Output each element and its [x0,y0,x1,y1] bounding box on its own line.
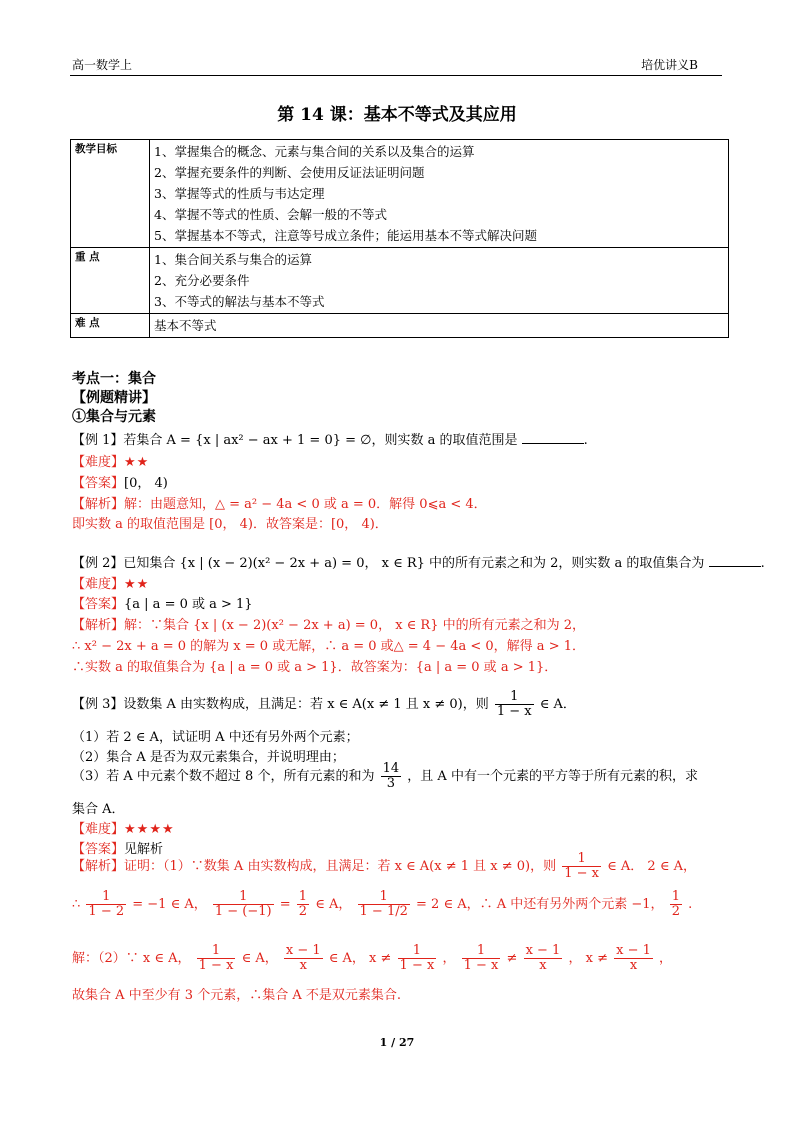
row-content-key-points [150,248,729,314]
ex3-question-text: 【例 3】设数集 A 由实数构成，且满足：若 x ∈ A(x ≠ 1 且 x ≠ 0)，则 [72,697,489,712]
fraction-denominator: x [629,958,638,973]
goal-item: 5、掌握基本不等式，注意等号成立条件；能运用基本不等式解决问题 [154,228,537,243]
ex2-answer-blank [709,555,761,567]
fraction-g5-result: ， x ≠ [568,951,608,966]
ex3-question [72,690,576,719]
fraction-numerator: 14 [382,761,400,776]
fraction-g1 [197,944,236,973]
ex1-answer [72,472,168,491]
section-title: 考点一：集合 [72,371,156,387]
key-point-item: 1、集合间关系与集合的运算 [154,252,312,267]
page-number: 1 / 27 [379,1036,415,1049]
fraction-denominator: 3 [386,776,396,791]
fraction-numerator: x − 1 [616,943,651,958]
ex3-solution-line1 [72,852,696,881]
fraction-denominator: 1 − 1/2 [359,904,408,919]
header-divider [70,75,722,76]
ex2-answer-label: 【答案】 [72,597,125,612]
row-content-difficulty [150,314,729,338]
lesson-title: 第 14 课：基本不等式及其应用 [277,105,517,125]
fraction-numerator: 1 [213,890,274,905]
ex3-solution-text-end: ∈ A． 2 ∈ A， [607,859,696,874]
ex2-solution-label: 【解析】 [72,618,125,633]
fraction-half-2 [670,890,682,919]
ex3-difficulty [72,818,175,837]
fraction-g4 [462,944,501,973]
fraction-3-result: = 2 ∈ A，∴ A 中还有另外两个元素 −1， [416,897,664,912]
fraction-denominator: x [299,958,307,973]
fraction-numerator: 1 [197,944,236,959]
ex3-part3-fraction [381,762,402,791]
fraction-g1-result: ∈ A， [241,951,278,966]
objectives-row-key-points [71,248,729,314]
topic-title: ①集合与元素 [72,409,156,425]
ex2-solution-line3: ∴实数 a 的取值集合为 {a | a = 0 或 a > 1}．故答案为：{a | a = 0 或 a > 1}． [72,660,558,675]
fraction-numerator: x − 1 [525,943,561,958]
fraction-2-equals: = [279,897,295,912]
ex2-difficulty-stars: ★★ [124,577,150,592]
ex3-part3-text-b: ，且 A 中有一个元素的平方等于所有元素的积，求 [407,769,698,784]
ex1-difficulty-label: 【难度】 [72,455,125,470]
ex3-answer-label: 【答案】 [72,842,125,857]
header-course: 高一数学上 [72,58,133,72]
objectives-row-goals [71,140,729,248]
fraction-denominator: 1 − x [399,958,435,973]
ex3-difficulty-label: 【难度】 [72,822,125,837]
ex1-answer-label: 【答案】 [72,476,125,491]
header-handout: 培优讲义B [641,58,698,72]
goal-item: 4、掌握不等式的性质、会解一般的不等式 [154,207,387,222]
row-label-goals: 教学目标 [71,140,150,248]
fraction-denominator: 2 [671,904,680,919]
ex3-difficulty-stars: ★★★★ [124,822,175,837]
ex1-answer-blank [522,432,584,444]
goal-item: 1、掌握集合的概念、元素与集合间的关系以及集合的运算 [154,144,475,159]
fraction-denominator: 1 − 2 [88,904,125,919]
objectives-table [70,139,729,338]
ex2-solution-line1 [72,614,585,633]
ex2-question-end: . [760,556,765,571]
ex1-answer-value: [0， 4) [124,476,168,491]
ex3-part1: （1）若 2 ∈ A，试证明 A 中还有另外两个元素； [72,730,359,745]
ex3-solution-text: 证明：（1）∵数集 A 由实数构成，且满足：若 x ∈ A(x ≠ 1 且 x ≠ 0)，则 [124,859,557,874]
section-subtitle: 【例题精讲】 [72,390,156,406]
ex2-solution-line2: ∴ x² − 2x + a = 0 的解为 x = 0 或无解，∴ a = 0 或△ = 4 − 4a < 0，解得 a > 1． [72,639,585,654]
fraction-numerator: 1 [562,852,601,867]
fraction-g3 [398,944,437,973]
ex3-solution-line3 [72,944,672,973]
fraction-1 [86,890,126,919]
fraction-numerator: 1 [298,889,308,904]
ex1-solution-line1: 【解析】解：由题意知，△ = a² − 4a < 0 或 a = 0．解得 0⩽a < 4． [72,497,487,512]
ex3-part3-text-a: （3）若 A 中元素个数不超过 8 个，所有元素的和为 [72,769,375,784]
ex3-solution-line4: 故集合 A 中至少有 3 个元素，∴集合 A 不是双元素集合. [72,988,401,1003]
fraction-numerator: 1 [398,944,437,959]
ex3-solution-fraction [562,852,601,881]
ex3-part2: （2）集合 A 是否为双元素集合，并说明理由； [72,750,345,765]
ex3-solution-line2 [72,890,692,919]
ex3-part3-end: 集合 A． [72,802,125,817]
ex1-question-end: . [583,433,588,448]
fraction-numerator: 1 [358,890,410,905]
part2-intro: 解：（2）∵ x ∈ A， [72,951,191,966]
fraction-denominator: 1 − (−1) [214,904,272,919]
fraction-denominator: 1 − x [496,704,532,719]
fraction-numerator: 1 [86,890,126,905]
ex1-difficulty [72,451,149,470]
therefore-symbol: ∴ [72,897,81,912]
ex2-question [72,552,765,571]
ex2-solution-text: 解：∵集合 {x | (x − 2)(x² − 2x + a) = 0， x ∈ R} 中的所有元素之和为 2， [124,618,586,633]
fraction-numerator: x − 1 [285,943,321,958]
row-content-goals [150,140,729,248]
fraction-2-result: ∈ A， [315,897,352,912]
objectives-row-difficulty [71,314,729,338]
row-label-key-points: 重 点 [71,248,150,314]
fraction-half [297,890,309,919]
fraction-2 [213,890,274,919]
ex2-answer-value: {a | a = 0 或 a > 1} [124,597,253,612]
ex2-difficulty [72,573,149,592]
line-end: . [688,897,693,912]
key-point-item: 2、充分必要条件 [154,273,250,288]
fraction-3 [358,890,410,919]
ex1-solution-line2: 即实数 a 的取值范围是 [0， 4)．故答案是：[0， 4)． [72,517,388,532]
ex3-question-end: ∈ A． [539,697,576,712]
fraction-numerator: 1 [495,690,534,705]
goal-item: 3、掌握等式的性质与韦达定理 [154,186,325,201]
fraction-g3-result: ， [442,951,456,966]
fraction-numerator: 1 [671,889,680,904]
ex1-difficulty-stars: ★★ [124,455,150,470]
fraction-denominator: 1 − x [198,958,234,973]
fraction-g2 [284,944,323,973]
fraction-g6 [614,944,653,973]
ex3-part3 [72,762,698,791]
fraction-g2-result: ∈ A， x ≠ [328,951,392,966]
ex3-solution-label: 【解析】 [72,859,125,874]
ex3-question-fraction [495,690,534,719]
fraction-numerator: 1 [462,944,501,959]
goal-item: 2、掌握充要条件的判断、会使用反证法证明问题 [154,165,425,180]
ex2-question-text: 【例 2】已知集合 {x | (x − 2)(x² − 2x + a) = 0， x ∈ R} 中的所有元素之和为 2，则实数 a 的取值集合为 [72,556,705,571]
difficulty-item: 基本不等式 [154,318,217,333]
row-label-difficulty: 难 点 [71,314,150,338]
fraction-denominator: 1 − x [564,866,600,881]
fraction-g5 [524,944,563,973]
fraction-g4-result: ≠ [506,951,518,966]
ex2-answer [72,593,253,612]
ex3-answer-value: 见解析 [124,842,164,857]
ex1-question-text: 【例 1】若集合 A = {x | ax² − ax + 1 = 0} = ∅，则实数 a 的取值范围是 [72,433,518,448]
ex1-question [72,429,588,448]
fraction-denominator: 1 − x [463,958,499,973]
ex2-difficulty-label: 【难度】 [72,577,125,592]
key-point-item: 3、不等式的解法与基本不等式 [154,294,325,309]
fraction-1-result: = −1 ∈ A， [132,897,207,912]
fraction-denominator: x [539,958,547,973]
fraction-denominator: 2 [298,904,308,919]
fraction-g6-result: ， [659,951,673,966]
